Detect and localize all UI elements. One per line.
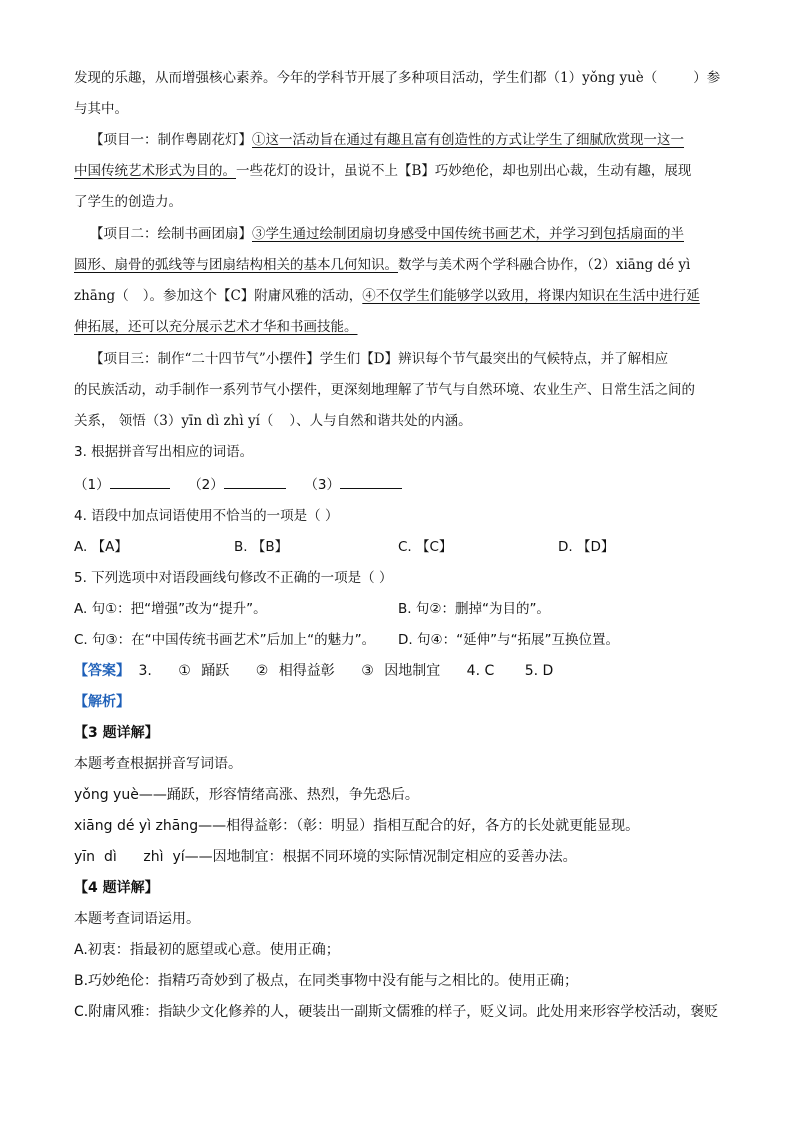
option-d[interactable]: D. 句④：“延伸”与“拓展”互换位置。 [398,632,620,648]
analysis-text: xiāng dé yì zhāng——相得益彰：（彰：明显）指相互配合的好，各方的长处就更能显现。 [74,818,640,834]
question-3-blanks: （1） （2） （3） [74,476,402,493]
passage-line: 与其中。 [74,101,128,117]
project-three: 【项目三：制作“二十四节气”小摆件】学生们【D】辨识每个节气最突出的气候特点，并了解相应 [90,351,669,367]
analysis-text: yīn dì zhì yí——因地制宜：根据不同环境的实际情况制定相应的妥善办法。 [74,849,577,865]
analysis-text: 本题考查词语运用。 [74,911,200,927]
option-c[interactable]: C. 句③：在“中国传统书画艺术”后加上“的魅力”。 [74,632,376,648]
underlined-sentence-2: 中国传统艺术形式为目的。 [74,163,236,179]
project-two: 【项目二：绘制书画团扇】③学生通过绘制团扇切身感受中国传统书画艺术，并学习到包括扇面的半 [90,226,684,242]
passage-line: 了学生的创造力。 [74,194,182,210]
section-heading-4: 【4 题详解】 [74,880,159,896]
analysis-text: 本题考查根据拼音写词语。 [74,756,242,772]
option-a[interactable]: A. 【A】 [74,539,128,555]
passage-line: zhāng（ ）。参加这个【C】附庸风雅的活动，④不仅学生们能够学以致用，将课内知识在生活中进行延 [74,288,700,304]
analysis-text: A.初衷：指最初的愿望或心意。使用正确； [74,942,340,958]
analysis-text: yǒng yuè——踊跃，形容情绪高涨、热烈，争先恐后。 [74,787,419,803]
passage-line: 关系， 领悟（3）yīn dì zhì yí（ ）、人与自然和谐共处的内涵。 [74,413,472,429]
project-one: 【项目一：制作粤剧花灯】①这一活动旨在通过有趣且富有创造性的方式让学生了细腻欣赏现一这一 [90,132,684,148]
section-heading-3: 【3 题详解】 [74,725,159,741]
passage-line: 圆形、扇骨的弧线等与团扇结构相关的基本几何知识。数学与美术两个学科融合协作，（2）xiāng dé yì [74,257,691,273]
analysis-text: B.巧妙绝伦：指精巧奇妙到了极点，在同类事物中没有能与之相比的。使用正确； [74,973,579,989]
passage-line: 的民族活动，动手制作一系列节气小摆件，更深刻地理解了节气与自然环境、农业生产、日常生活之间的 [74,382,695,398]
answer-label: 【答案】 [74,663,130,679]
option-c[interactable]: C. 【C】 [398,539,453,555]
passage-line: 发现的乐趣，从而增强核心素养。今年的学科节开展了多种项目活动，学生们都（1）yǒng yuè（ ）参 [74,70,721,86]
analysis-text: C.附庸风雅：指缺少文化修养的人，硬装出一副斯文儒雅的样子，贬义词。此处用来形容学校活动，褒贬 [74,1004,719,1020]
underlined-sentence-3: ③学生通过绘制团扇切身感受中国传统书画艺术，并学习到包括扇面的半 [252,226,684,242]
answer-line: 【答案】 3. ① 踊跃 ② 相得益彰 ③ 因地制宜 4. C 5. D [74,663,554,679]
option-d[interactable]: D. 【D】 [558,539,615,555]
option-a[interactable]: A. 句①：把“增强”改为“提升”。 [74,601,267,617]
answer-blank-2[interactable] [224,476,286,489]
passage-line: 中国传统艺术形式为目的。一些花灯的设计，虽说不上【B】巧妙绝伦，却也别出心裁，生动有趣，展现 [74,163,692,179]
question-5: 5. 下列选项中对语段画线句修改不正确的一项是（ ） [74,570,393,586]
answer-blank-3[interactable] [340,476,402,489]
question-3: 3. 根据拼音写出相应的词语。 [74,444,254,460]
analysis-label: 【解析】 [74,694,130,710]
option-b[interactable]: B. 句②：删掉“为目的”。 [398,601,550,617]
passage-line: 伸拓展，还可以充分展示艺术才华和书画技能。 [74,319,358,335]
underlined-sentence-1: ①这一活动旨在通过有趣且富有创造性的方式让学生了细腻欣赏现一这一 [252,132,684,148]
underlined-sentence-4: ④不仅学生们能够学以致用，将课内知识在生活中进行延 [362,288,700,304]
question-4: 4. 语段中加点词语使用不恰当的一项是（ ） [74,508,339,524]
option-b[interactable]: B. 【B】 [234,539,289,555]
answer-blank-1[interactable] [110,476,170,489]
